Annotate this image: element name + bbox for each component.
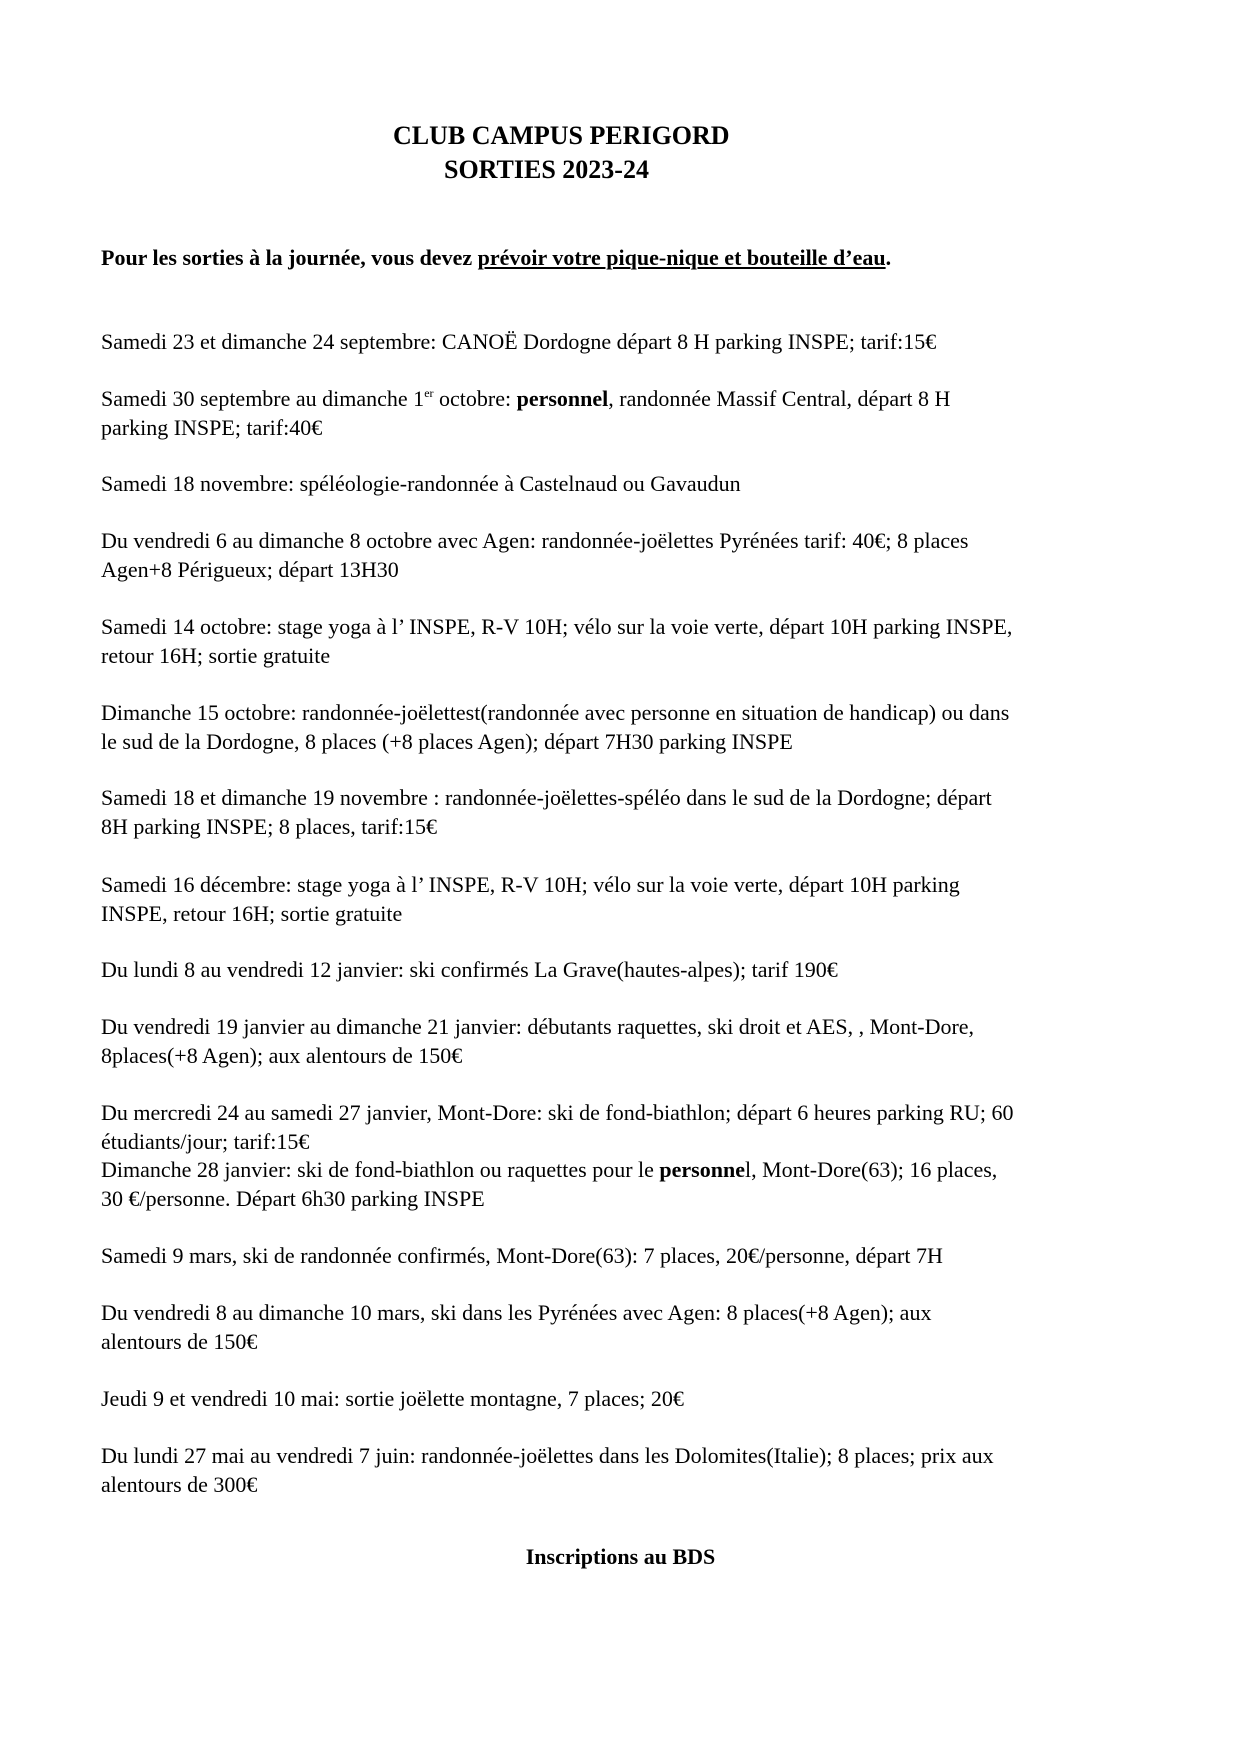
entry-line: Samedi 16 décembre: stage yoga à l’ INSPE, R-V 10H; vélo sur la voie verte, départ 10H parking (101, 872, 960, 897)
entry-line: 8H parking INSPE; 8 places, tarif:15€ (101, 813, 438, 839)
outing-entry (101, 328, 1151, 357)
entry-line: Samedi 14 octobre: stage yoga à l’ INSPE, R-V 10H; vélo sur la voie verte, départ 10H parking INSPE, (101, 614, 1013, 639)
entry-line: Du lundi 27 mai au vendredi 7 juin: randonnée-joëlettes dans les Dolomites(Italie); 8 places; prix aux (101, 1443, 994, 1468)
entry-line: Samedi 18 et dimanche 19 novembre : randonnée-joëlettes-spéléo dans le sud de la Dordogne; départ (101, 785, 992, 810)
entry-line: étudiants/jour; tarif:15€ (101, 1128, 310, 1154)
entry-text: Dimanche 28 janvier: ski de fond-biathlon ou raquettes pour le (101, 1157, 660, 1182)
entry-line: Du vendredi 19 janvier au dimanche 21 janvier: débutants raquettes, ski droit et AES, , Mont-Dore, (101, 1014, 975, 1039)
entry-bold-text: personnel (516, 386, 609, 411)
outing-entry (101, 956, 1151, 985)
document-subtitle: SORTIES 2023-24 (444, 155, 649, 184)
entry-line: 30 €/personne. Départ 6h30 parking INSPE (101, 1185, 485, 1211)
entry-line: retour 16H; sortie gratuite (101, 642, 331, 668)
entry-line: Dimanche 15 octobre: randonnée-joëlettest(randonnée avec personne en situation de handicap) ou dans (101, 700, 1010, 725)
outing-entry (101, 1013, 1151, 1070)
entry-text: Samedi 30 septembre au dimanche 1 (101, 386, 425, 411)
entry-line: Samedi 23 et dimanche 24 septembre: CANOË Dordogne départ 8 H parking INSPE; tarif:15€ (101, 329, 937, 354)
entry-superscript: er (424, 386, 434, 400)
entry-line (101, 1156, 1151, 1185)
registration-note: Inscriptions au BDS (525, 1544, 716, 1569)
entry-text: octobre: (433, 386, 517, 411)
outing-entry (101, 385, 1151, 442)
entry-line: INSPE, retour 16H; sortie gratuite (101, 900, 403, 926)
outing-entry (101, 1385, 1151, 1414)
entry-text: l, Mont-Dore(63); 16 places, (744, 1157, 998, 1182)
entry-line: alentours de 300€ (101, 1471, 258, 1497)
intro-text: Pour les sorties à la journée, vous devez (101, 245, 478, 270)
entry-line: Du mercredi 24 au samedi 27 janvier, Mont-Dore: ski de fond-biathlon; départ 6 heures parking RU; 60 (101, 1100, 1014, 1125)
entry-line: Du vendredi 8 au dimanche 10 mars, ski dans les Pyrénées avec Agen: 8 places(+8 Agen); aux (101, 1300, 932, 1325)
document-title: CLUB CAMPUS PERIGORD (393, 121, 730, 150)
entry-line: parking INSPE; tarif:40€ (101, 414, 323, 440)
intro-underlined-text: prévoir votre pique-nique et bouteille d’eau (477, 245, 886, 270)
outing-entry (101, 1242, 1151, 1271)
entry-bold-text: personne (659, 1157, 745, 1182)
entry-line: Du vendredi 6 au dimanche 8 octobre avec Agen: randonnée-joëlettes Pyrénées tarif: 40€; 8 places (101, 528, 969, 553)
outing-entry (101, 527, 1151, 584)
entry-line: alentours de 150€ (101, 1328, 258, 1354)
outing-entry (101, 784, 1151, 841)
entry-line (101, 385, 1151, 414)
outing-entry (101, 613, 1151, 670)
entry-line: Samedi 18 novembre: spéléologie-randonnée à Castelnaud ou Gavaudun (101, 471, 741, 496)
outing-entry (101, 699, 1151, 756)
intro-notice (101, 244, 891, 272)
entry-line: Samedi 9 mars, ski de randonnée confirmés, Mont-Dore(63): 7 places, 20€/personne, départ 7H (101, 1243, 943, 1268)
entry-line: Jeudi 9 et vendredi 10 mai: sortie joëlette montagne, 7 places; 20€ (101, 1386, 684, 1411)
entry-line: Agen+8 Périgueux; départ 13H30 (101, 556, 399, 582)
outing-entry (101, 1442, 1151, 1499)
entry-text: , randonnée Massif Central, départ 8 H (608, 386, 951, 411)
outing-entry (101, 470, 1151, 499)
intro-end: . (885, 245, 892, 270)
outing-entry (101, 871, 1151, 928)
entry-line: Du lundi 8 au vendredi 12 janvier: ski confirmés La Grave(hautes-alpes); tarif 190€ (101, 957, 838, 982)
outing-entry (101, 1299, 1151, 1356)
entry-line: 8places(+8 Agen); aux alentours de 150€ (101, 1042, 463, 1068)
outing-entry (101, 1099, 1151, 1213)
entry-line: le sud de la Dordogne, 8 places (+8 places Agen); départ 7H30 parking INSPE (101, 728, 793, 754)
